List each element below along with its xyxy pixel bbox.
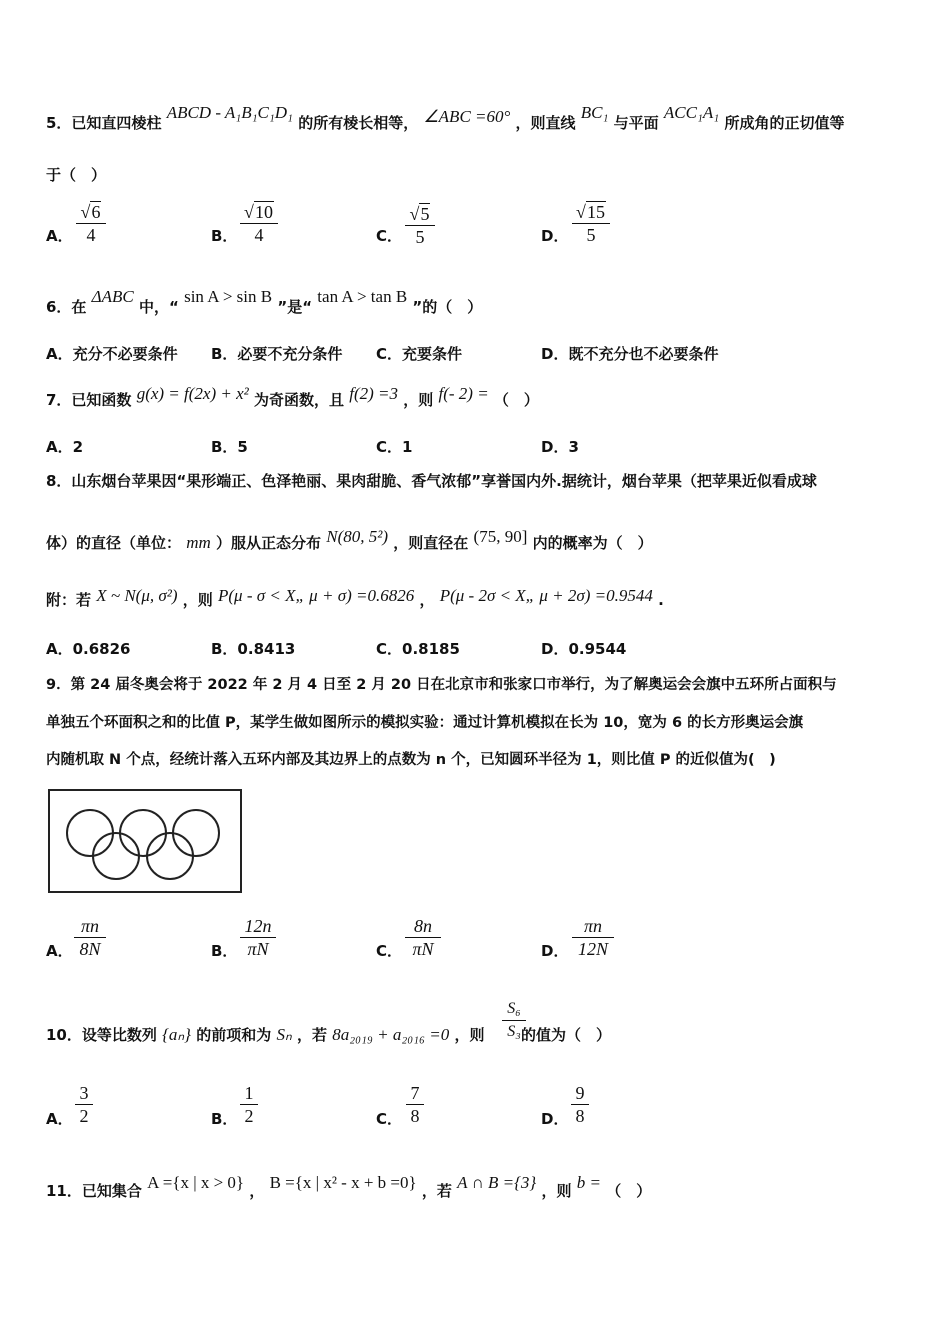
- q7-option-c[interactable]: C．1: [376, 438, 413, 456]
- q7-option-b[interactable]: B．5: [211, 438, 248, 456]
- set-a-expr: A ={x | x > 0}: [147, 1173, 245, 1192]
- q5-stem-cont: 于（ ）: [46, 166, 107, 184]
- equation-expr: 8a₂₀₁₉ + a₂₀₁₆ =0: [332, 1025, 450, 1044]
- q8-stem-line2: 体）的直径（单位： mm ）服从正态分布 N(80, 5²) ，则直径在 (75, 90] 内的概率为（ ）: [46, 527, 653, 552]
- ring-1: [67, 810, 113, 856]
- q9-stem-line1: 9．第 24 届冬奥会将于 2022 年 2 月 4 日至 2 月 20 日在北京市和张家口市举行，为了解奥运会会旗中五环所占面积与: [46, 677, 837, 693]
- q5-option-a[interactable]: A．: [46, 227, 73, 245]
- q10-fraction-d: $\frac{9}{8}$: [571, 1082, 589, 1127]
- q5-fraction-b: $\frac{√10}{4}$: [240, 201, 278, 246]
- q10-stem: 10．设等比数列 {aₙ} 的前项和为 Sₙ ，若 8a₂₀₁₉ + a₂₀₁₆ =0 ，则 的值为（ ）: [46, 1025, 611, 1044]
- q5-stem: 5．已知直四棱柱 ABCD - A₁B₁C₁D₁ 的所有棱长相等， ∠ABC =60° ，则直线 BC₁ 与平面 ACC₁A₁ 所成角的正切值等: [46, 103, 845, 132]
- q7-stem: 7．已知函数 g(x) = f(2x) + x² 为奇函数，且 f(2) =3 ，则 f(- 2) = （ ）: [46, 384, 539, 409]
- sum-expr: Sₙ: [276, 1025, 292, 1044]
- distribution-expr: N(80, 5²): [326, 527, 389, 546]
- ring-2: [120, 810, 166, 856]
- condition-sin: sin A > sin B: [184, 287, 273, 306]
- q10-option-c[interactable]: C．: [376, 1110, 403, 1128]
- q8-option-d[interactable]: D．0.9544: [541, 640, 627, 658]
- prob1-expr: P(μ - σ < X„ μ + σ) =0.6826: [218, 586, 415, 605]
- intersection-expr: A ∩ B ={3}: [457, 1173, 537, 1192]
- q5-fraction-d: $\frac{√15}{5}$: [572, 201, 610, 246]
- q8-stem-line1: 8．山东烟台苹果因“果形端正、色泽艳丽、果肉甜脆、香气浓郁”享誉国内外.据统计，烟台苹果（把苹果近似看成球: [46, 472, 817, 490]
- q9-fraction-b: $\frac{12n}{\pi N}$: [240, 915, 276, 960]
- triangle-expr: ΔABC: [91, 287, 134, 306]
- condition-expr: X ~ N(μ, σ²): [96, 586, 178, 605]
- ask-expr: f(- 2) =: [438, 384, 489, 403]
- condition-tan: tan A > tan B: [317, 287, 408, 306]
- q5-option-b[interactable]: B．: [211, 227, 238, 245]
- q10-fraction-a: $\frac{3}{2}$: [75, 1082, 93, 1127]
- q10-fraction-b: $\frac{1}{2}$: [240, 1082, 258, 1127]
- q5-fraction-a: $\frac{√6}{4}$: [76, 201, 106, 246]
- set-b-expr: B ={x | x² - x + b =0}: [269, 1173, 417, 1192]
- q5-fraction-c: $\frac{√5}{5}$: [405, 203, 435, 248]
- olympic-flag-figure: [48, 789, 242, 893]
- q9-option-c[interactable]: C．: [376, 942, 403, 960]
- ring-3: [173, 810, 219, 856]
- angle-expr: ∠ABC =60°: [423, 107, 511, 126]
- q9-option-d[interactable]: D．: [541, 942, 569, 960]
- function-expr: g(x) = f(2x) + x²: [136, 384, 249, 403]
- q9-option-a[interactable]: A．: [46, 942, 73, 960]
- q5-option-d[interactable]: D．: [541, 227, 569, 245]
- q10-option-a[interactable]: A．: [46, 1110, 73, 1128]
- interval-expr: (75, 90]: [473, 527, 528, 546]
- plane-expr: ACC₁A₁: [663, 103, 720, 122]
- q9-stem-line2: 单独五个环面积之和的比值 P，某学生做如图所示的模拟实验：通过计算机模拟在长为 10，宽为 6 的长方形奥运会旗: [46, 715, 804, 731]
- q6-option-d[interactable]: D．既不充分也不必要条件: [541, 345, 719, 363]
- q6-option-c[interactable]: C．充要条件: [376, 345, 463, 363]
- q10-ratio-fraction: $\frac{\text{S₆}}{\text{S₃}}$: [502, 998, 526, 1043]
- q10-option-d[interactable]: D．: [541, 1110, 569, 1128]
- ring-5: [147, 833, 193, 879]
- prob2-expr: P(μ - 2σ < X„ μ + 2σ) =0.9544: [439, 586, 653, 605]
- ring-4: [93, 833, 139, 879]
- ask-b-expr: b =: [576, 1173, 601, 1192]
- q8-option-b[interactable]: B．0.8413: [211, 640, 296, 658]
- q7-option-a[interactable]: A．2: [46, 438, 84, 456]
- q6-option-b[interactable]: B．必要不充分条件: [211, 345, 343, 363]
- q10-option-b[interactable]: B．: [211, 1110, 238, 1128]
- q9-fraction-c: $\frac{8n}{\pi N}$: [405, 915, 441, 960]
- q6-option-a[interactable]: A．充分不必要条件: [46, 345, 178, 363]
- q8-stem-line3: 附：若 X ~ N(μ, σ²) ，则 P(μ - σ < X„ μ + σ) =0.6826 ， P(μ - 2σ < X„ μ + 2σ) =0.9544 .: [46, 586, 664, 609]
- q9-fraction-d: $\frac{\pi n}{12N}$: [572, 915, 614, 960]
- q5-option-c[interactable]: C．: [376, 227, 403, 245]
- q9-fraction-a: $\frac{\pi n}{8N}$: [74, 915, 106, 960]
- q7-option-d[interactable]: D．3: [541, 438, 579, 456]
- q8-option-c[interactable]: C．0.8185: [376, 640, 460, 658]
- given-expr: f(2) =3: [349, 384, 398, 403]
- q9-option-b[interactable]: B．: [211, 942, 238, 960]
- q11-stem: 11．已知集合 A ={x | x > 0} ， B ={x | x² - x + b =0} ，若 A ∩ B ={3} ，则 b = （ ）: [46, 1173, 652, 1200]
- prism-expr: ABCD - A₁B₁C₁D₁: [166, 103, 293, 122]
- line-expr: BC₁: [580, 103, 609, 122]
- sequence-expr: {aₙ}: [162, 1025, 191, 1044]
- unit-expr: mm: [186, 533, 211, 552]
- olympic-rings-icon: [50, 791, 240, 891]
- q6-stem: 6．在 ΔABC 中，“ sin A > sin B ”是“ tan A > tan B ”的（ ）: [46, 287, 483, 316]
- q9-stem-line3: 内随机取 N 个点，经统计落入五环内部及其边界上的点数为 n 个，已知圆环半径为 1，则比值 P 的近似值为( ): [46, 752, 776, 768]
- q10-fraction-c: $\frac{7}{8}$: [406, 1082, 424, 1127]
- q8-option-a[interactable]: A．0.6826: [46, 640, 131, 658]
